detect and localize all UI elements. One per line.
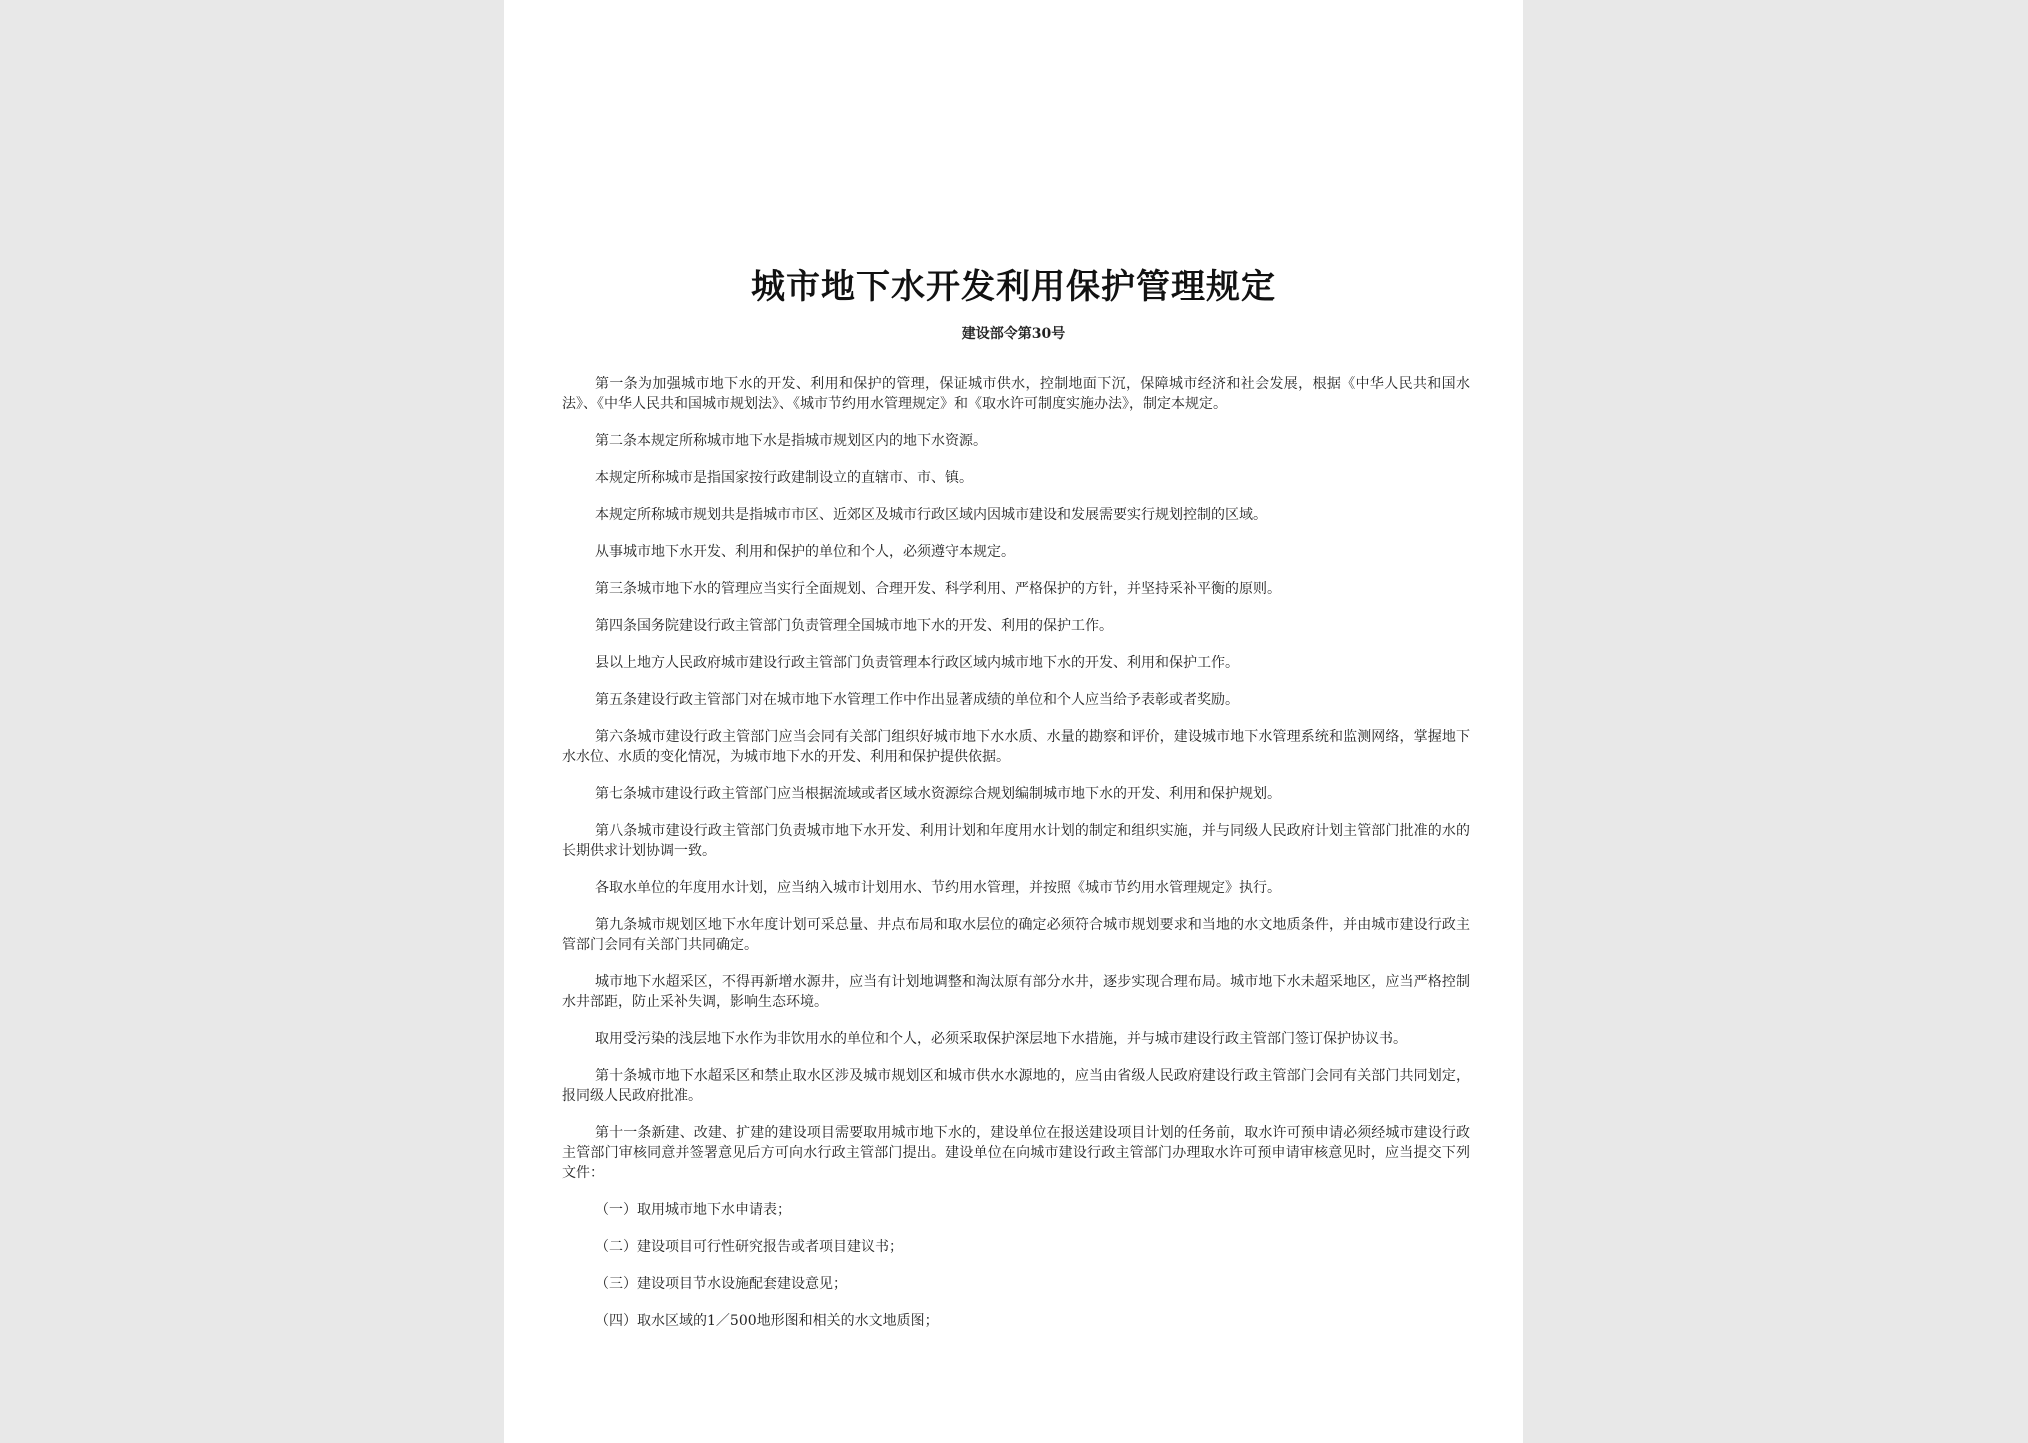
paragraph: 第七条城市建设行政主管部门应当根据流域或者区域水资源综合规划编制城市地下水的开发、利用和保护规划。 (595, 786, 1281, 802)
paragraph: 第八条城市建设行政主管部门负责城市地下水开发、利用计划和年度用水计划的制定和组织实施，并与同级人民政府计划主管部门批准的水的长期供求计划协调一致。 (562, 823, 1470, 859)
paragraph: 取用受污染的浅层地下水作为非饮用水的单位和个人，必须采取保护深层地下水措施，并与城市建设行政主管部门签订保护协议书。 (595, 1031, 1407, 1047)
paragraph: 第六条城市建设行政主管部门应当会同有关部门组织好城市地下水水质、水量的勘察和评价，建设城市地下水管理系统和监测网络，掌握地下水水位、水质的变化情况，为城市地下水的开发、利用和保护提供依据。 (562, 729, 1470, 765)
document-page (504, 0, 1523, 1443)
paragraph: 第二条本规定所称城市地下水是指城市规划区内的地下水资源。 (595, 433, 987, 449)
paragraph: 第一条为加强城市地下水的开发、利用和保护的管理，保证城市供水，控制地面下沉，保障城市经济和社会发展，根据《中华人民共和国水法》、《中华人民共和国城市规划法》、《城市节约用水管理规定》和《取水许可制度实施办法》，制定本规定。 (562, 376, 1470, 412)
paragraph: 第九条城市规划区地下水年度计划可采总量、井点布局和取水层位的确定必须符合城市规划要求和当地的水文地质条件，并由城市建设行政主管部门会同有关部门共同确定。 (562, 917, 1470, 953)
paragraph: 本规定所称城市是指国家按行政建制设立的直辖市、市、镇。 (595, 470, 973, 486)
list-item: （四）取水区域的1／500地形图和相关的水文地质图； (595, 1313, 939, 1329)
paragraph: 第五条建设行政主管部门对在城市地下水管理工作中作出显著成绩的单位和个人应当给予表彰或者奖励。 (595, 692, 1239, 708)
paragraph: 城市地下水超采区，不得再新增水源井，应当有计划地调整和淘汰原有部分水井，逐步实现合理布局。城市地下水未超采地区，应当严格控制水井部距，防止采补失调，影响生态环境。 (562, 974, 1470, 1010)
document-title: 城市地下水开发利用保护管理规定 (751, 267, 1276, 307)
paragraph: 第十条城市地下水超采区和禁止取水区涉及城市规划区和城市供水水源地的，应当由省级人民政府建设行政主管部门会同有关部门共同划定，报同级人民政府批准。 (562, 1068, 1470, 1104)
paragraph: 各取水单位的年度用水计划，应当纳入城市计划用水、节约用水管理，并按照《城市节约用水管理规定》执行。 (595, 880, 1281, 896)
paragraph: 第四条国务院建设行政主管部门负责管理全国城市地下水的开发、利用的保护工作。 (595, 618, 1113, 634)
list-item: （三）建设项目节水设施配套建设意见； (595, 1276, 847, 1292)
paragraph: 从事城市地下水开发、利用和保护的单位和个人，必须遵守本规定。 (595, 544, 1015, 560)
list-item: （二）建设项目可行性研究报告或者项目建议书； (595, 1239, 903, 1255)
document-body (562, 374, 1470, 1348)
list-item: （一）取用城市地下水申请表； (595, 1202, 791, 1218)
paragraph: 第三条城市地下水的管理应当实行全面规划、合理开发、科学利用、严格保护的方针，并坚持采补平衡的原则。 (595, 581, 1281, 597)
paragraph: 县以上地方人民政府城市建设行政主管部门负责管理本行政区域内城市地下水的开发、利用和保护工作。 (595, 655, 1239, 671)
paragraph: 本规定所称城市规划共是指城市市区、近郊区及城市行政区域内因城市建设和发展需要实行规划控制的区域。 (595, 507, 1267, 523)
paragraph: 第十一条新建、改建、扩建的建设项目需要取用城市地下水的，建设单位在报送建设项目计划的任务前，取水许可预申请必须经城市建设行政主管部门审核同意并签署意见后方可向水行政主管部门提出。建设单位在向城市建设行政主管部门办理取水许可预申请审核意见时，应当提交下列文件： (562, 1125, 1470, 1181)
document-subtitle: 建设部令第30号 (961, 326, 1066, 342)
